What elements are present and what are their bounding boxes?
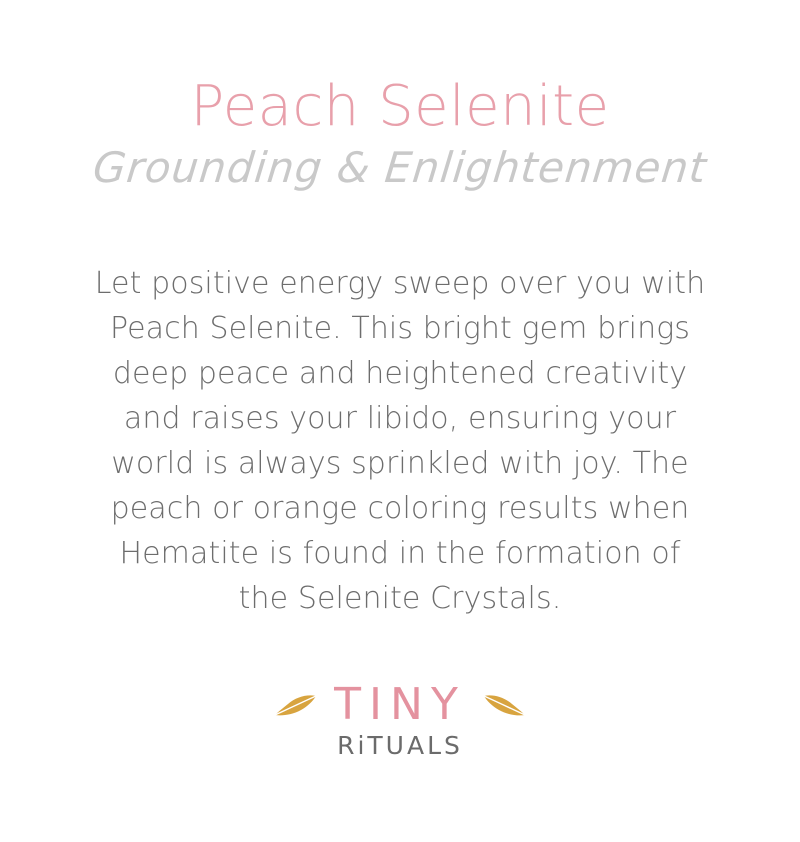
logo-subwordmark: RiTUALS [337,730,463,760]
leaf-icon [274,692,318,718]
description-text: Let positive energy sweep over you with Peach Selenite. This bright gem brings deep peace and heightened creativity and raises your libido, ensuring your world is always sprinkled with joy. The peach or orange coloring results when Hematite is found in the formation of the Selenite Crystals. [94,265,706,616]
title-block [0,74,800,192]
logo-wordmark: TINY [334,678,466,730]
brand-logo [274,678,526,760]
page-subtitle: Grounding & Enlightenment [90,142,710,192]
page-title: Peach Selenite [190,74,610,139]
logo-row [274,678,526,730]
leaf-icon [482,692,526,718]
